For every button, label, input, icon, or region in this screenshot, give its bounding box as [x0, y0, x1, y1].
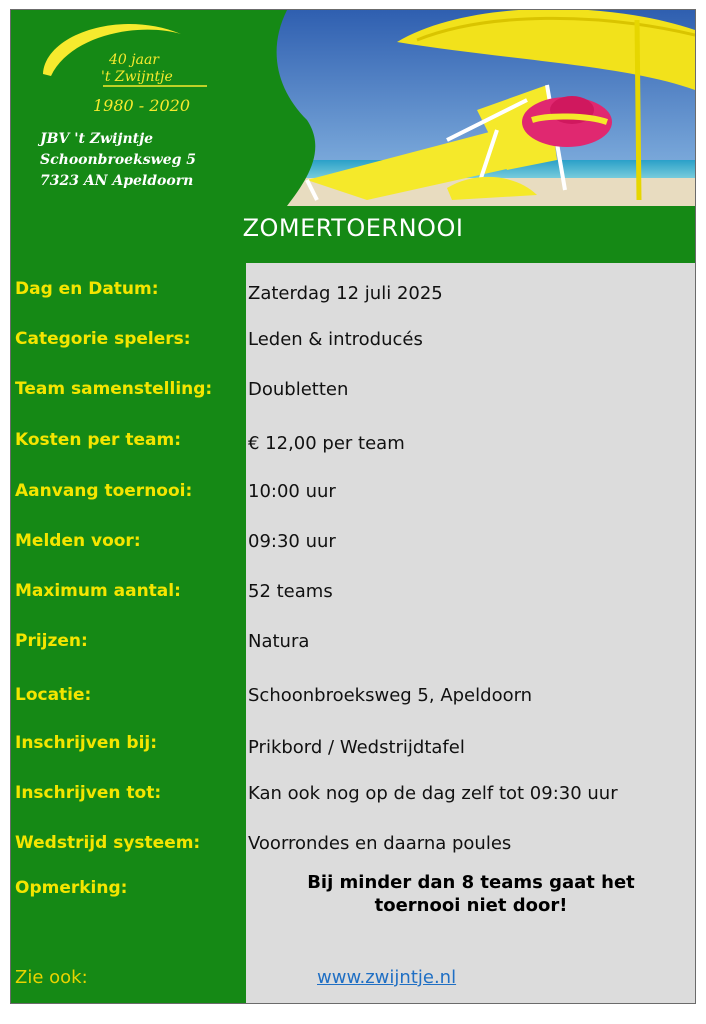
row-label-team: Team samenstelling:	[15, 379, 213, 399]
logo	[31, 14, 231, 124]
row-value-category: Leden & introducés	[248, 329, 423, 350]
row-label-date: Dag en Datum:	[15, 279, 159, 299]
row-label-location: Locatie:	[15, 685, 92, 705]
row-label-system: Wedstrijd systeem:	[15, 833, 201, 853]
logo-name: 't Zwijntje	[101, 69, 173, 85]
beach-photo	[247, 10, 695, 206]
address-line-2: Schoonbroeksweg 5	[40, 152, 197, 168]
row-label-prizes: Prijzen:	[15, 631, 88, 651]
row-value-prizes: Natura	[248, 631, 310, 652]
row-label-max: Maximum aantal:	[15, 581, 181, 601]
row-value-start: 10:00 uur	[248, 481, 336, 502]
beach-illustration	[247, 10, 695, 206]
address-line-1: JBV 't Zwijntje	[40, 131, 154, 147]
row-label-start: Aanvang toernooi:	[15, 481, 193, 501]
row-value-signup-until: Kan ook nog op de dag zelf tot 09:30 uur	[248, 783, 618, 804]
row-value-system: Voorrondes en daarna poules	[248, 833, 512, 854]
row-label-category: Categorie spelers:	[15, 329, 191, 349]
see-also-label: Zie ook:	[15, 967, 88, 988]
row-value-cost: € 12,00 per team	[248, 433, 405, 454]
row-value-date: Zaterdag 12 juli 2025	[248, 283, 443, 304]
row-label-signup-until: Inschrijven tot:	[15, 783, 162, 803]
row-label-signup-at: Inschrijven bij:	[15, 733, 158, 753]
row-value-max: 52 teams	[248, 581, 333, 602]
remark-label: Opmerking:	[15, 878, 128, 898]
website-link[interactable]: www.zwijntje.nl	[317, 967, 457, 988]
flyer	[10, 9, 696, 1004]
remark-line-2: toernooi niet door!	[374, 895, 568, 916]
row-label-checkin: Melden voor:	[15, 531, 141, 551]
row-label-cost: Kosten per team:	[15, 430, 181, 450]
logo-period: 1980 - 2020	[93, 96, 191, 115]
row-value-checkin: 09:30 uur	[248, 531, 336, 552]
address-line-3: 7323 AN Apeldoorn	[40, 173, 194, 189]
remark-line-1: Bij minder dan 8 teams gaat het	[307, 872, 635, 893]
row-value-signup-at: Prikbord / Wedstrijdtafel	[248, 737, 465, 758]
page-title: ZOMERTOERNOOI	[242, 214, 464, 242]
logo-years: 40 jaar	[109, 52, 159, 68]
row-value-team: Doubletten	[248, 379, 349, 400]
row-value-location: Schoonbroeksweg 5, Apeldoorn	[248, 685, 533, 706]
